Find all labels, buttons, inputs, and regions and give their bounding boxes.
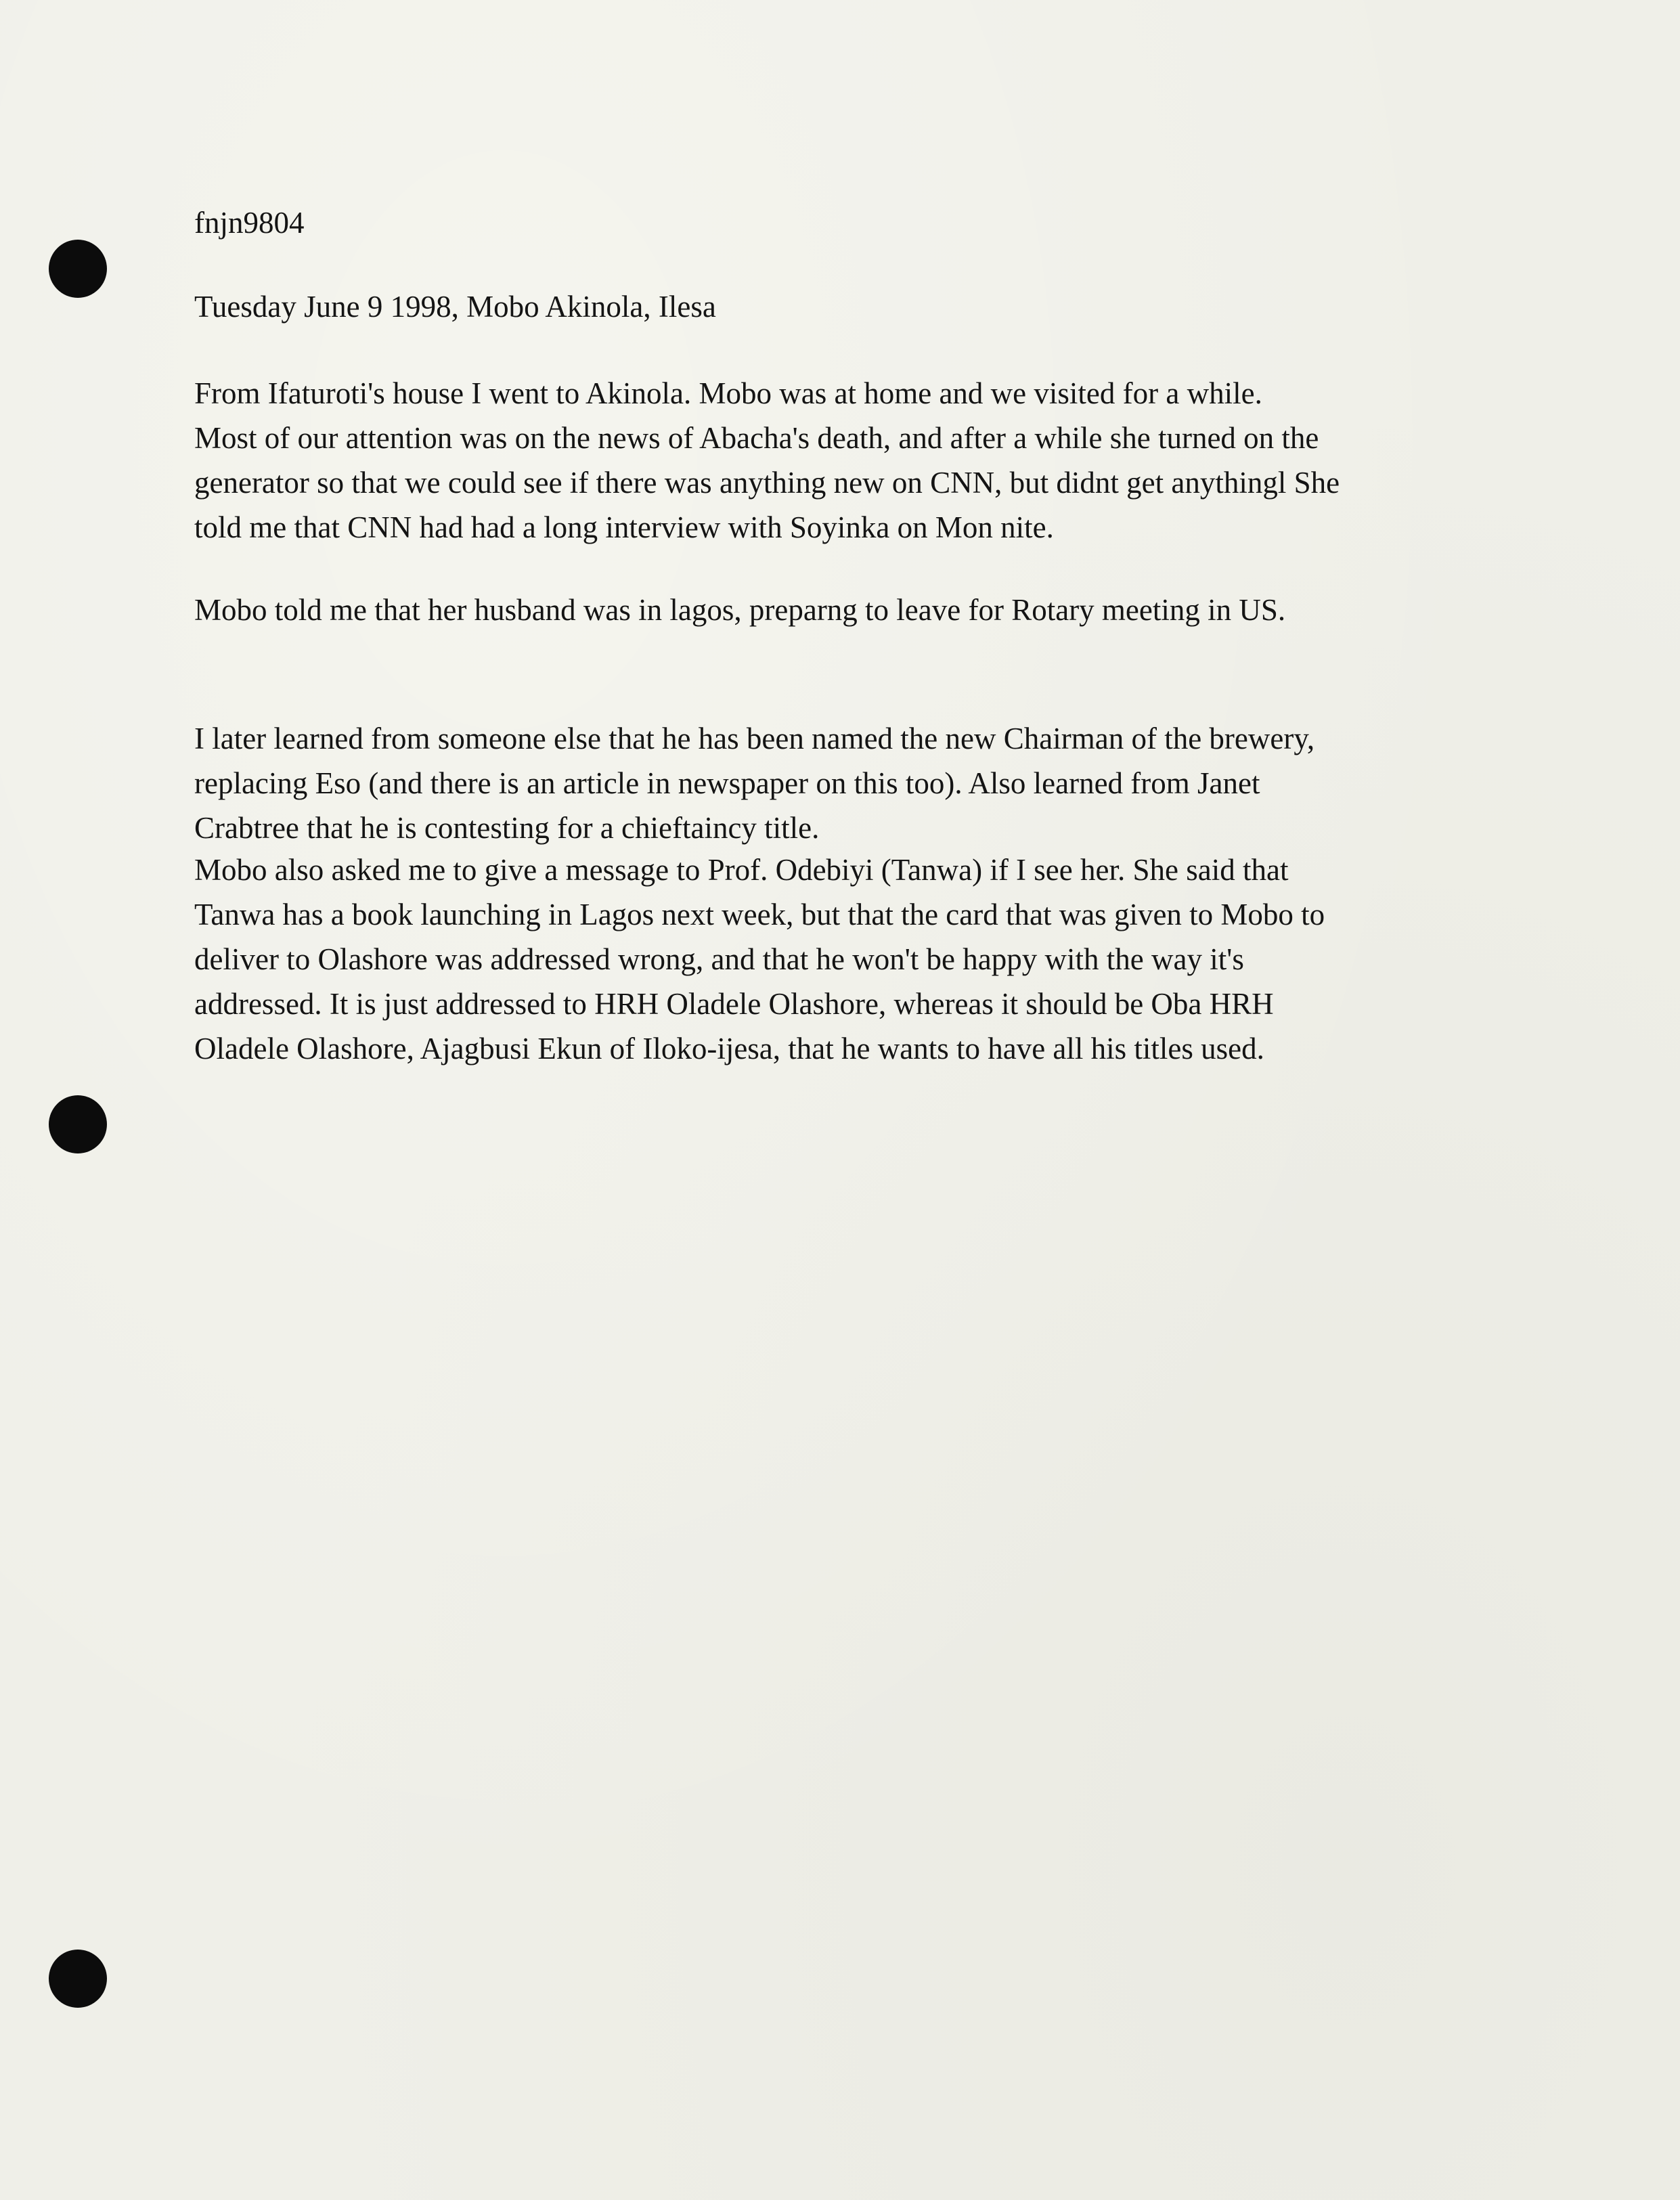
punch-hole-middle: [49, 1095, 107, 1153]
paragraph-line: From Ifaturoti's house I went to Akinola. Mobo was at home and we visited for a while.: [194, 376, 1262, 410]
paragraph-line: Most of our attention was on the news of Abacha's death, and after a while she turned on the: [194, 421, 1319, 455]
paragraph: [194, 716, 1548, 850]
punch-hole-top: [49, 240, 107, 298]
paragraph-line: Mobo also asked me to give a message to Prof. Odebiyi (Tanwa) if I see her. She said that: [194, 853, 1289, 887]
paragraph-line: Crabtree that he is contesting for a chieftaincy title.: [194, 811, 820, 845]
paragraph-line: I later learned from someone else that he has been named the new Chairman of the brewery,: [194, 722, 1315, 755]
paragraph-line: Tanwa has a book launching in Lagos next week, but that the card that was given to Mobo to: [194, 898, 1325, 931]
paragraph-line: Mobo told me that her husband was in lagos, preparng to leave for Rotary meeting in US.: [194, 593, 1286, 627]
punch-hole-bottom: [49, 1950, 107, 2008]
paragraph: [194, 848, 1548, 1071]
paragraph-line: Oladele Olashore, Ajagbusi Ekun of Iloko-ijesa, that he wants to have all his titles used.: [194, 1032, 1264, 1065]
paragraph-line: replacing Eso (and there is an article in newspaper on this too). Also learned from Janet: [194, 766, 1260, 800]
paragraph-line: generator so that we could see if there was anything new on CNN, but didnt get anythingl She: [194, 466, 1340, 500]
document-id: fnjn9804: [194, 206, 305, 240]
paragraph: [194, 371, 1548, 550]
paragraph-line: deliver to Olashore was addressed wrong, and that he won't be happy with the way it's: [194, 942, 1244, 976]
paragraph-line: addressed. It is just addressed to HRH Oladele Olashore, whereas it should be Oba HRH: [194, 987, 1274, 1021]
paragraph-line: told me that CNN had had a long interview with Soyinka on Mon nite.: [194, 510, 1054, 544]
date-heading: Tuesday June 9 1998, Mobo Akinola, Ilesa: [194, 290, 716, 324]
paragraph: [194, 588, 1548, 632]
